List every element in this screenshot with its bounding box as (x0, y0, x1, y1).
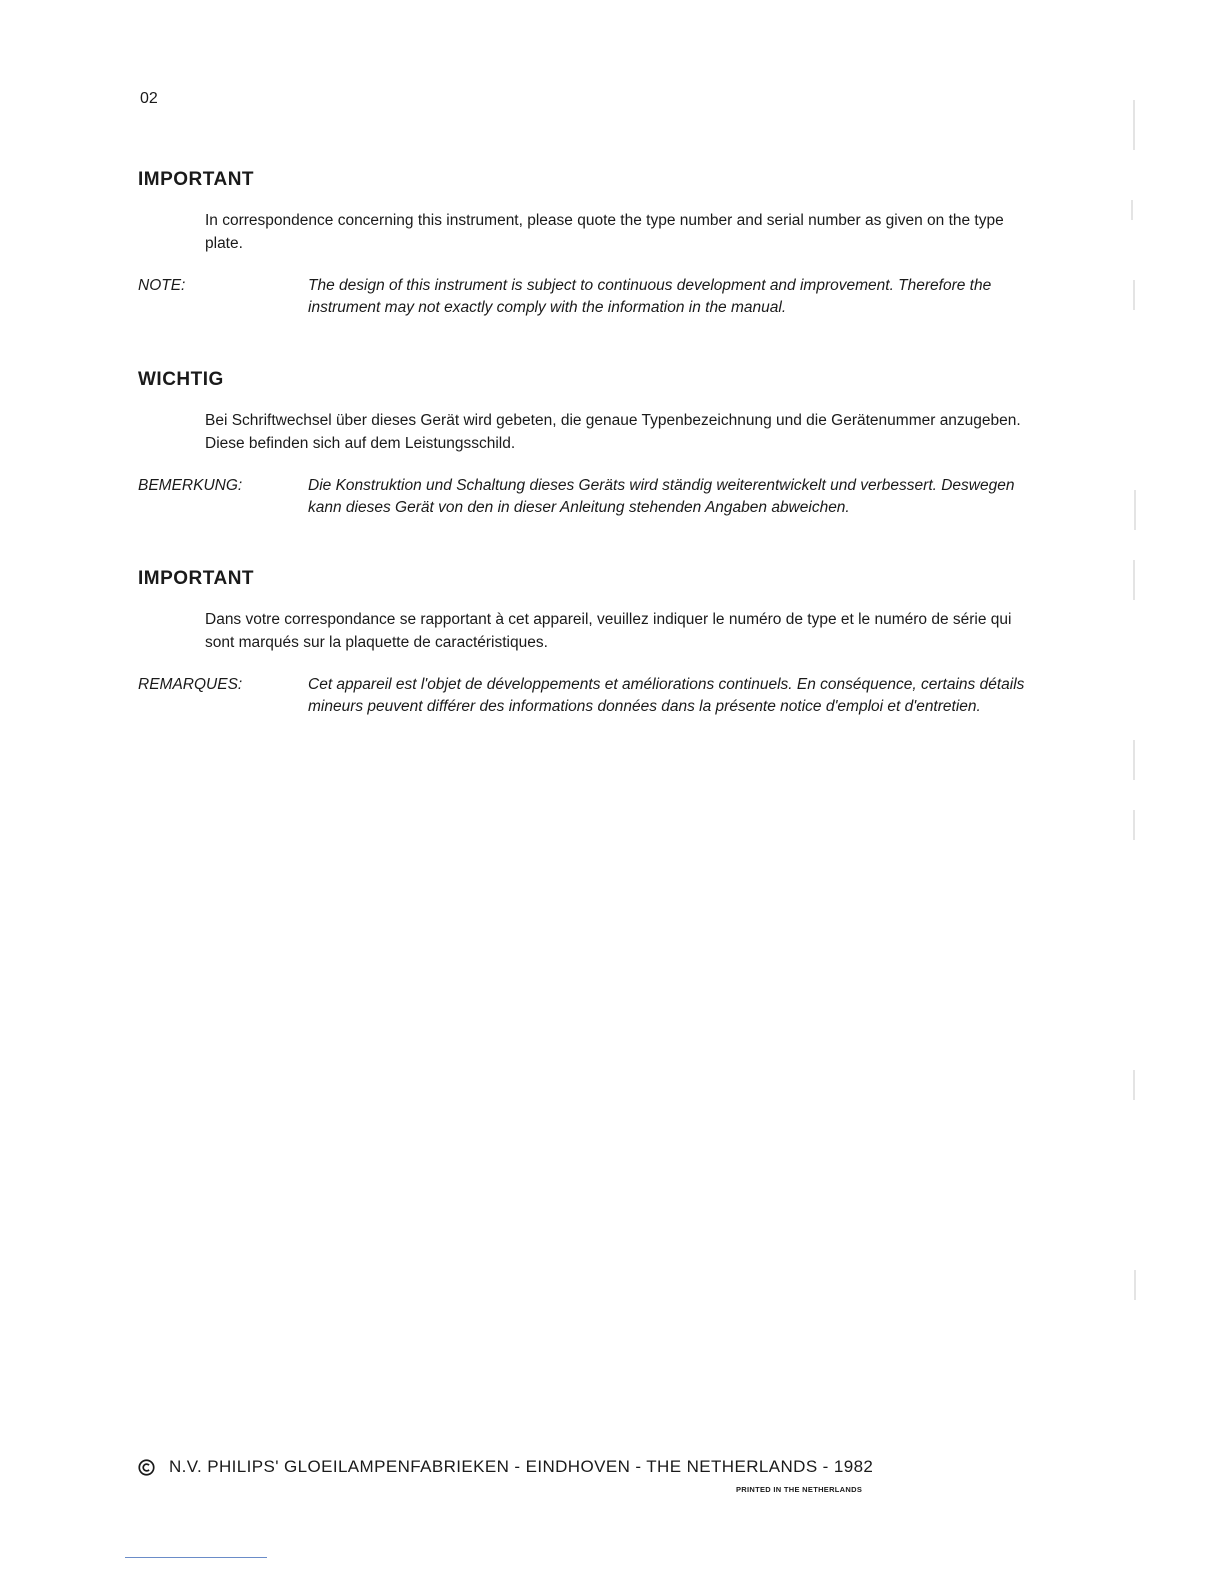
copyright-icon (138, 1459, 155, 1476)
note-label: NOTE: (138, 277, 186, 294)
note-text: Cet appareil est l'objet de développements et améliorations continuels. En conséquence, certains détails mineurs peuvent différer des informations données dans la présente notice d'emploi et d'entretien. (308, 676, 1025, 715)
note-row (138, 275, 1038, 319)
page-number: 02 (140, 90, 158, 107)
section-heading: WICHTIG (138, 369, 224, 390)
note-row (138, 475, 1038, 519)
footer-publisher-line (138, 1457, 873, 1477)
section-german (138, 369, 1038, 519)
scan-edge-marks (1126, 40, 1146, 1540)
section-french (138, 568, 1038, 718)
section-english (138, 169, 1038, 319)
section-body: In correspondence concerning this instrument, please quote the type number and serial number as given on the type plate. (205, 212, 1004, 252)
section-body: Bei Schriftwechsel über dieses Gerät wird gebeten, die genaue Typenbezeichnung und die Gerätenummer anzugeben. Diese befinden sich auf dem Leistungsschild. (205, 412, 1021, 452)
section-body: Dans votre correspondance se rapportant à cet appareil, veuillez indiquer le numéro de type et le numéro de série qui sont marqués sur la plaquette de caractéristiques. (205, 611, 1012, 651)
footer-publisher: N.V. PHILIPS' GLOEILAMPENFABRIEKEN - EINDHOVEN - THE NETHERLANDS - 1982 (169, 1457, 874, 1476)
note-label: REMARQUES: (138, 676, 243, 693)
note-label: BEMERKUNG: (138, 477, 243, 494)
section-heading: IMPORTANT (138, 169, 255, 190)
note-text: Die Konstruktion und Schaltung dieses Geräts wird ständig weiterentwickelt und verbessert. Deswegen kann dieses Gerät von den in dieser Anleitung stehenden Angaben abweichen. (308, 477, 1015, 516)
note-row (138, 674, 1038, 718)
footer-printed-in: PRINTED IN THE NETHERLANDS (736, 1485, 863, 1494)
section-heading: IMPORTANT (138, 568, 255, 589)
note-text: The design of this instrument is subject to continuous development and improvement. Therefore the instrument may not exactly comply with the information in the manual. (308, 277, 992, 316)
bottom-rule (125, 1557, 267, 1558)
